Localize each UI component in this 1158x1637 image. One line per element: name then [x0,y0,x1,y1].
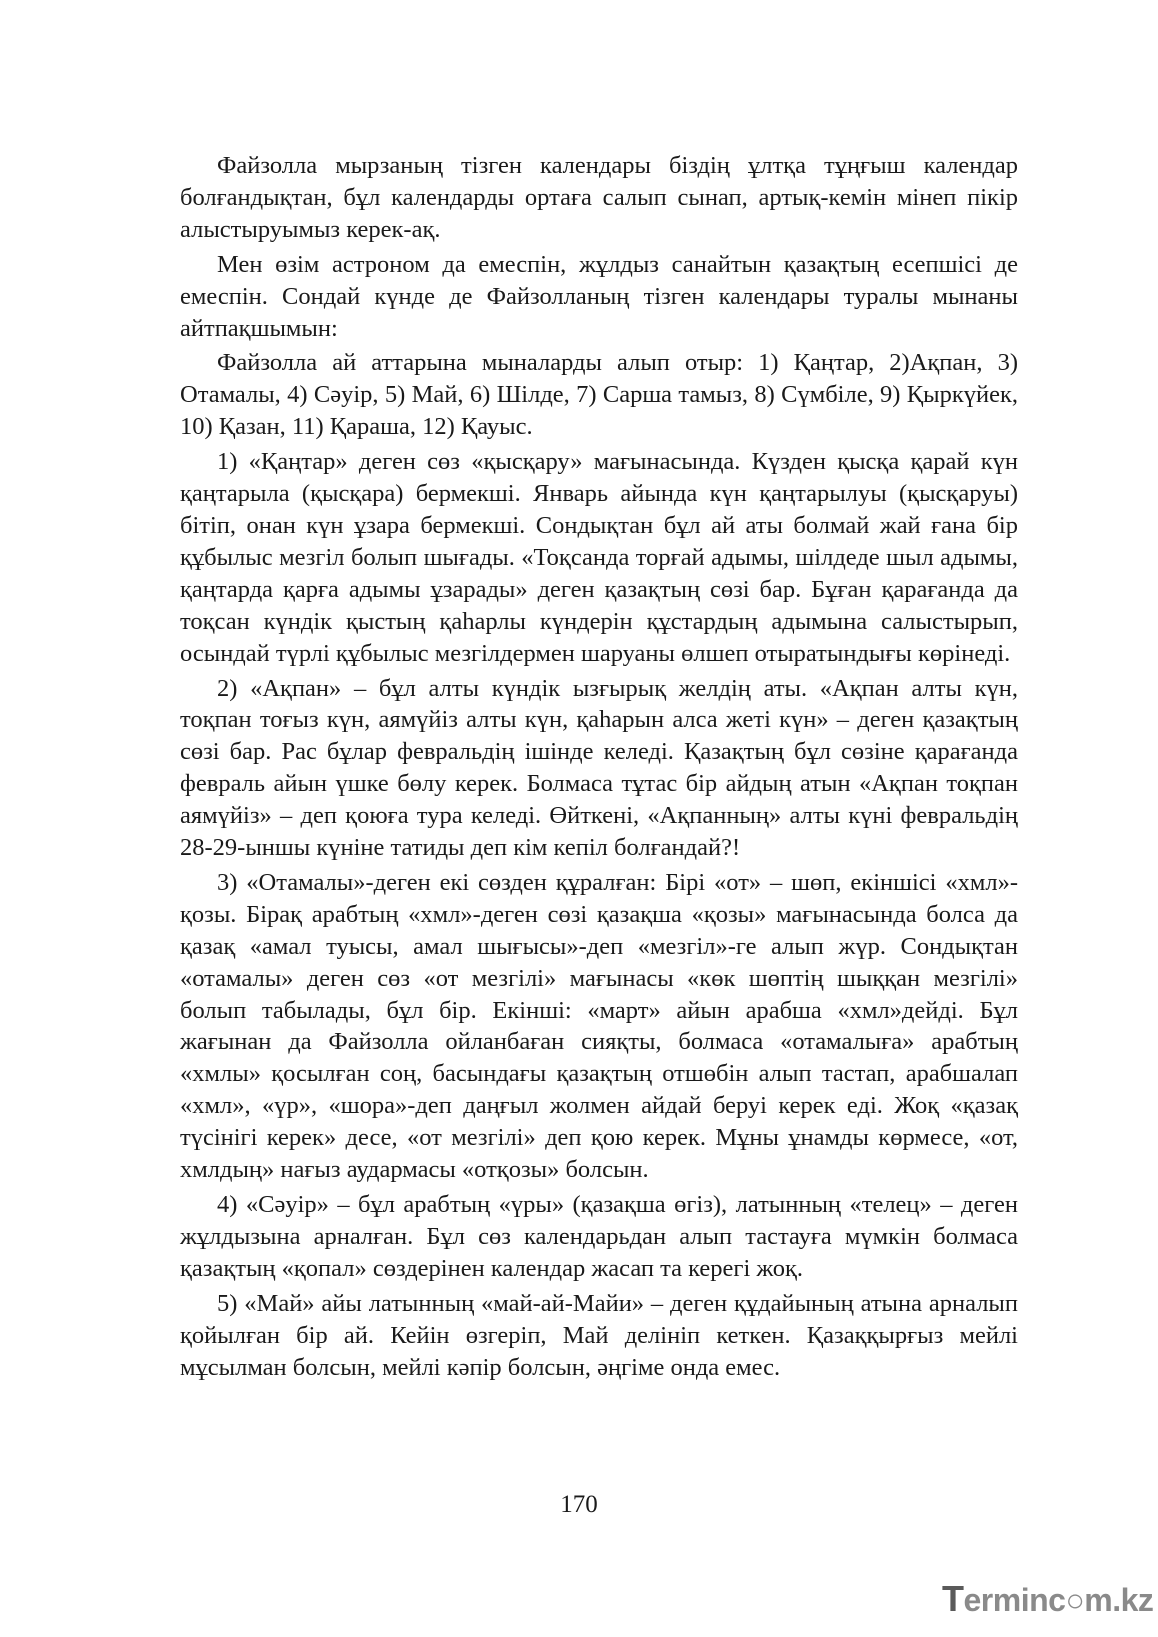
body-text [180,150,1018,1386]
paragraph: 5) «Май» айы латынның «май-ай-Майи» – деген құдайының атына арналып қойылған бір ай. Кейін өзгеріп, Май делініп кеткен. Қазаққырғыз мейлі мұсылман болсын, мейлі кәпір болсын, әңгіме онда емес. [180,1289,1018,1381]
paragraph: 2) «Ақпан» – бұл алты күндік ызғырық желдің аты. «Ақпан алты күн, тоқпан тоғыз күн, аямүйіз алты күн, қаһарын алса жеті күн» – деген қазақтың сөзі бар. Рас бұлар февральдің ішінде келеді. Қазақтың бұл сөзіне қарағанда февраль айын үшке бөлу керек. Болмаса тұтас бір айдың атын «Ақпан тоқпан аямүйіз» – деп қоюға тура келеді. Өйткені, «Ақпанның» алты күні февральдің 28-29-ыншы күніне татиды деп кім кепіл болғандай?! [180,674,1018,862]
paragraph: Мен өзім астроном да емеспін, жұлдыз санайтын қазақтың есепшісі де емеспін. Сондай күнде де Файзолланың тізген календары туралы мынаны айтпақшымын: [180,250,1018,342]
watermark-logo [942,1578,1153,1620]
page-number: 170 [560,1491,598,1518]
watermark-rest: erminc○m.kz [963,1582,1154,1618]
paragraph: 4) «Сәуір» – бұл арабтың «үры» (қазақша өгіз), латынның «телец» – деген жұлдызына арналған. Бұл сөз календарьдан алып тастауға мүмкін болмаса қазақтың «қопал» сөздерінен календар жасап та керегі жоқ. [180,1191,1018,1282]
paragraph: 3) «Отамалы»-деген екі сөзден құралған: Бірі «от» – шөп, екіншісі «хмл»-қозы. Бірақ арабтың «хмл»-деген сөзі қазақша «қозы» мағынасында болса да қазақ «амал туысы, амал шығысы»-деп «мезгіл»-ге алып жүр. Сондықтан «отамалы» деген сөз «от мезгілі» мағынасы «көк шөптің шыққан мезгілі» болып табылады, бұл бір. Екінші: «март» айын арабша «хмл»дейді. Бұл жағынан да Файзолла ойланбаған сияқты, болмаса «отамалыға» арабтың «хмлы» қосылған соң, басындағы қазақтың отшөбін алып тастап, арабшалап «хмл», «үр», «шора»-деп даңғыл жолмен айдай беруі керек еді. Жоқ «қазақ түсінігі керек» десе, «от мезгілі» деп қою керек. Мұны ұнамды көрмесе, «от, хмлдың» нағыз аудармасы «отқозы» болсын. [180,868,1018,1184]
watermark-first-letter: T [942,1578,964,1619]
paragraph: Файзолла ай аттарына мыналарды алып отыр: 1) Қаңтар, 2)Ақпан, 3) Отамалы, 4) Сәуір, 5) Май, 6) Шілде, 7) Сарша тамыз, 8) Сүмбіле, 9) Қыркүйек, 10) Қазан, 11) Қараша, 12) Қауыс. [180,349,1018,441]
paragraph: 1) «Қаңтар» деген сөз «қысқару» мағынасында. Күзден қысқа қарай күн қаңтарыла (қысқара) бермекші. Январь айында күн қаңтарылуы (қысқаруы) бітіп, онан күн ұзара бермекші. Сондықтан бұл ай аты болмай жай ғана бір құбылыс мезгіл болып шығады. «Тоқсанда торғай адымы, шілдеде шыл адымы, қаңтарда қарға адымы ұзарады» деген қазақтың сөзі бар. Бұған қарағанда да тоқсан күндік қыстың қаһарлы күндерін құстардың адымына салыстырып, осындай түрлі құбылыс мезгілдермен шаруаны өлшеп отыратындығы көрінеді. [180,448,1018,667]
paragraph: Файзолла мырзаның тізген календары біздің ұлтқа тұңғыш календар болғандықтан, бұл календарды ортаға салып сынап, артық-кемін мінеп пікір алыстыруымыз керек-ақ. [180,152,1018,243]
